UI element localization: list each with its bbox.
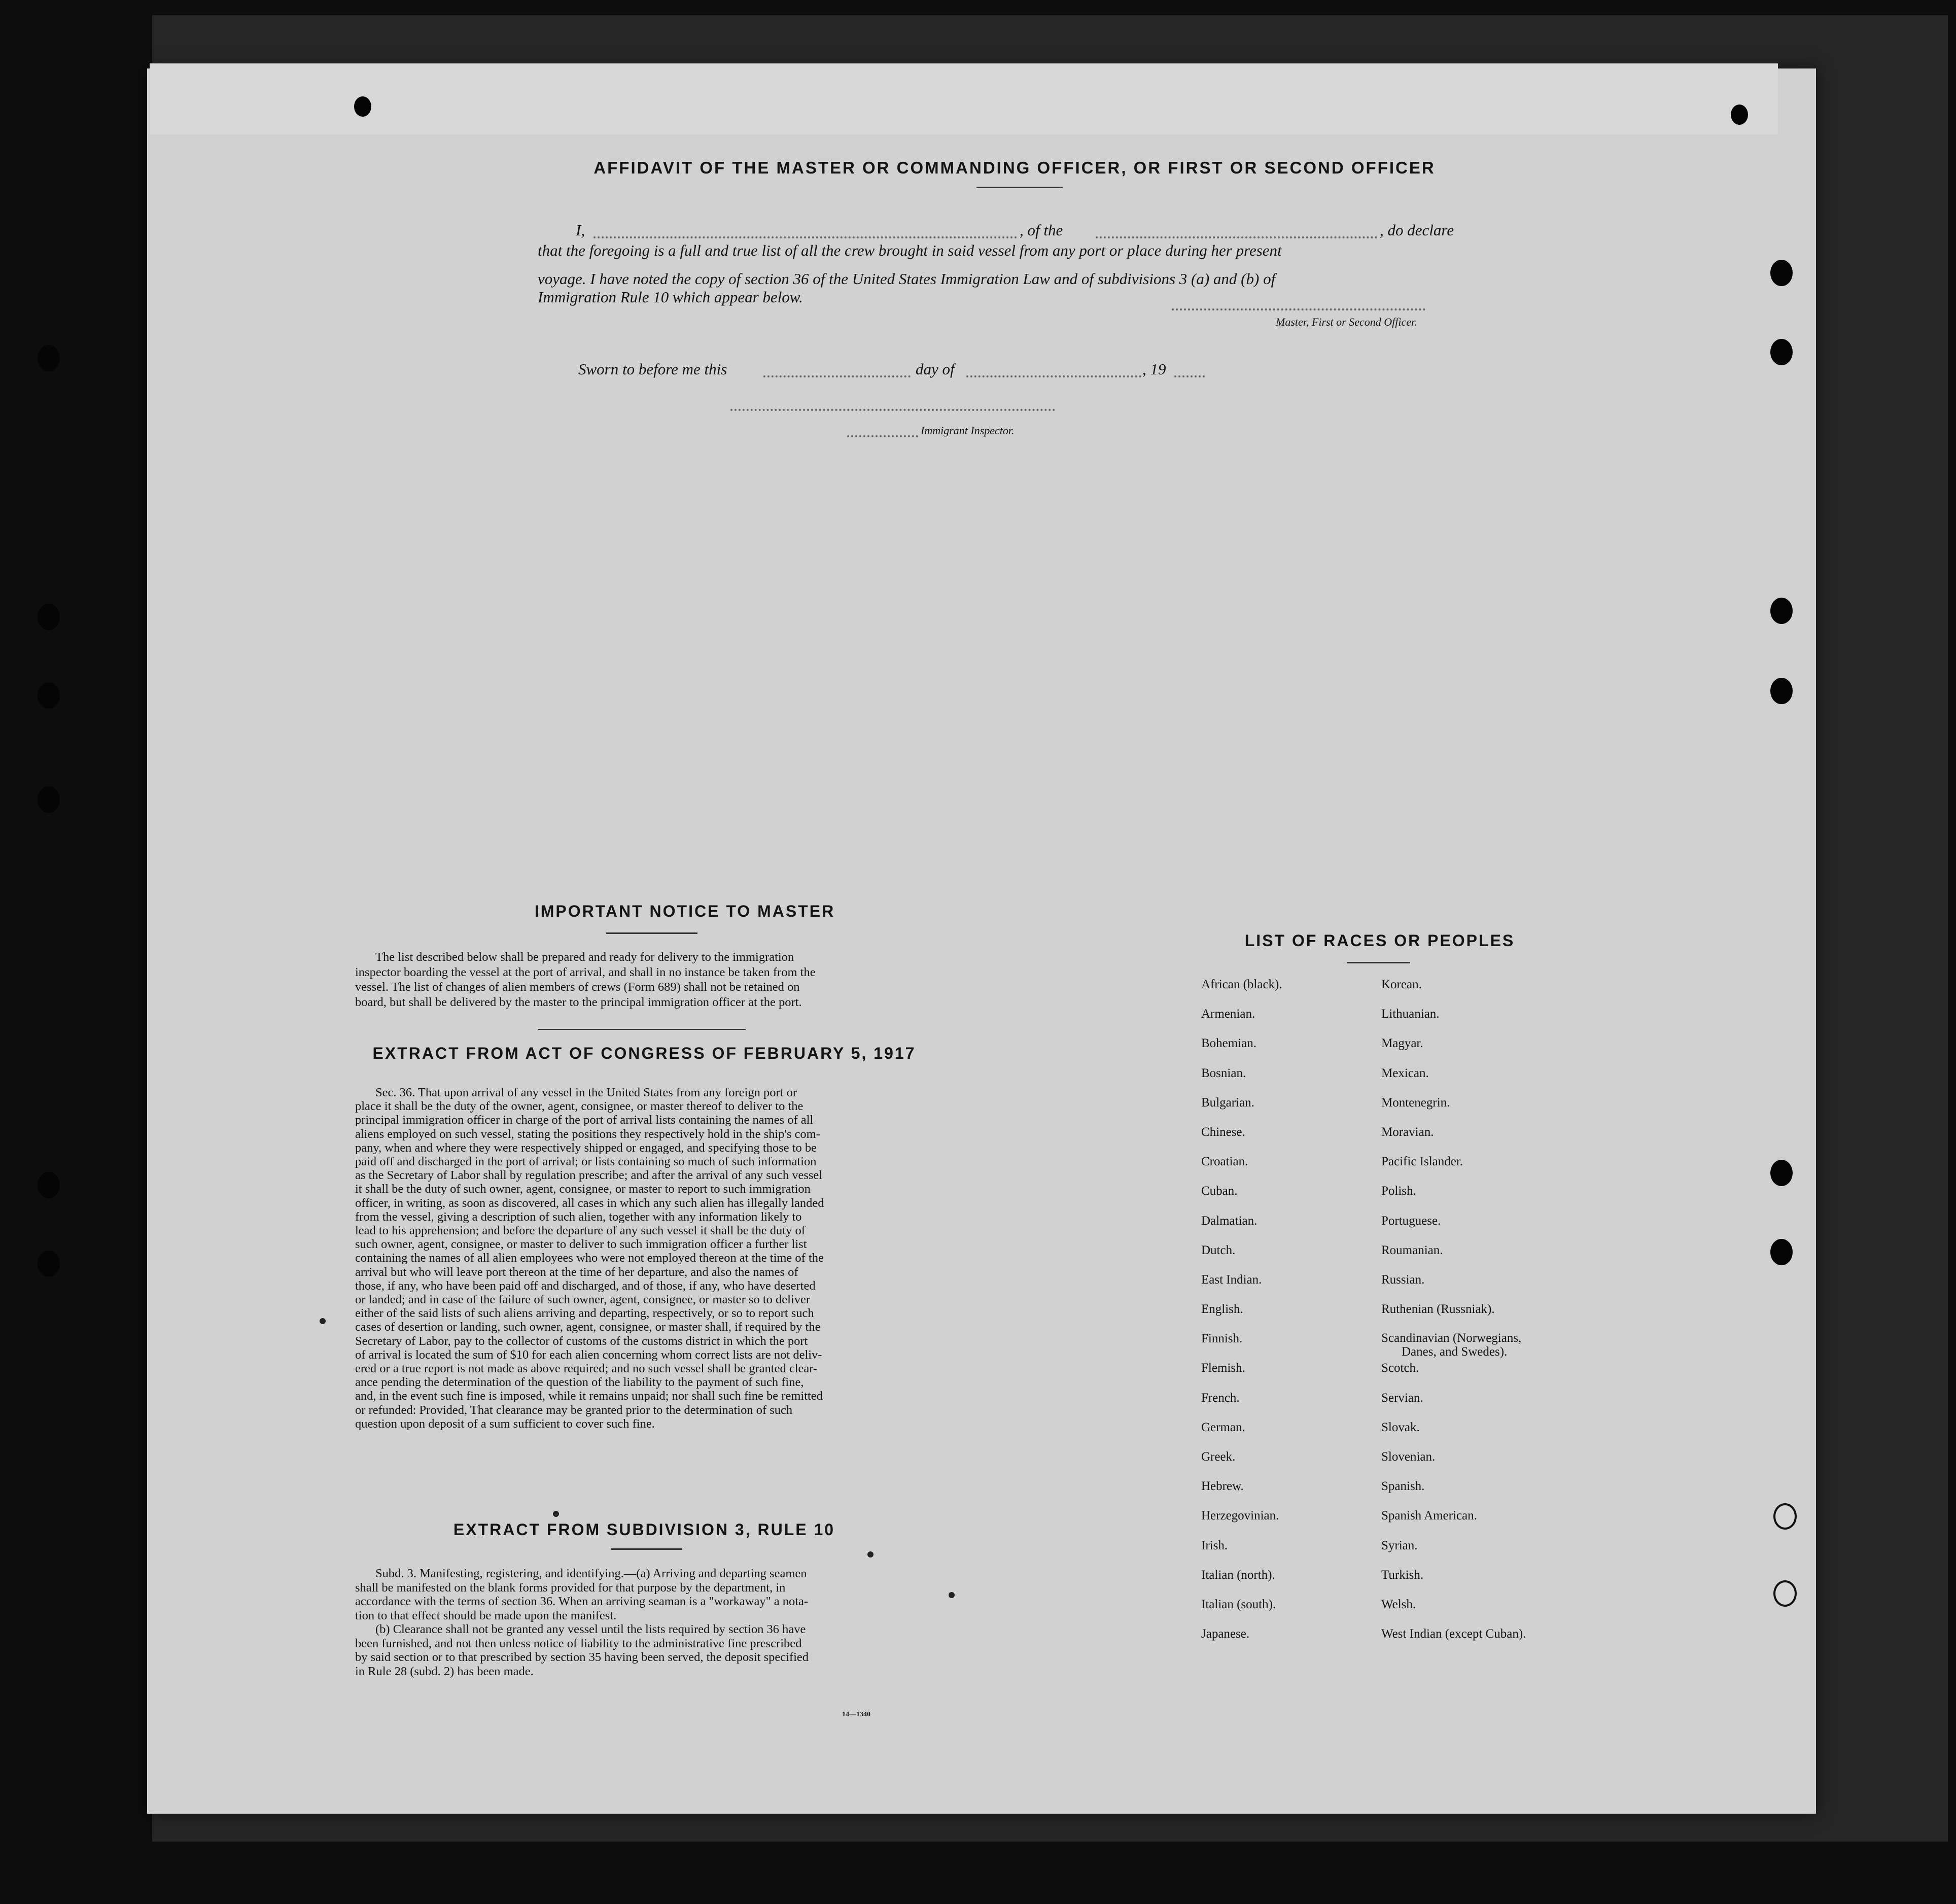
rule-line: tion to that effect should be made upon the manifest. [355, 1608, 617, 1622]
affidavit-declare-label: , do declare [1380, 221, 1454, 239]
act-line: such owner, agent, consignee, or master to deliver to such immigration officer a further list [355, 1237, 807, 1252]
act-line: aliens employed on such vessel, stating the positions they respectively hold in the ship's com- [355, 1127, 820, 1141]
race-item: Lithuanian. [1381, 1007, 1440, 1021]
sworn-day-of: day of [916, 360, 955, 378]
stray-mark [867, 1551, 874, 1557]
notice-line: board, but shall be delivered by the master to the principal immigration officer at the port. [355, 995, 802, 1009]
rule-line: in Rule 28 (subd. 2) has been made. [355, 1664, 534, 1678]
race-item: Russian. [1381, 1272, 1425, 1287]
signature-caption: Master, First or Second Officer. [1276, 316, 1417, 328]
race-item: Scandinavian (Norwegians, [1381, 1331, 1522, 1345]
act-line: place it shall be the duty of the owner, agent, consignee, or master thereof to deliver to the [355, 1099, 804, 1114]
act-line: question upon deposit of a sum sufficient to cover such fine. [355, 1416, 655, 1431]
inspector-signature-blank[interactable] [730, 409, 1055, 411]
punch-hole [38, 682, 60, 709]
race-item: Mexican. [1381, 1066, 1429, 1080]
inspector-caption: Immigrant Inspector. [921, 424, 1015, 437]
race-item: Bohemian. [1201, 1036, 1257, 1051]
act-line: ered or a true report is not made as above required; and no such vessel shall be granted clear- [355, 1362, 818, 1376]
affidavit-line-3: voyage. I have noted the copy of section 36 of the United States Immigration Law and of subdivisions 3 (a) and (b) of [538, 270, 1276, 288]
race-item: Bulgarian. [1201, 1095, 1254, 1110]
race-item: Finnish. [1201, 1332, 1243, 1346]
document-sheet [147, 68, 1816, 1814]
race-item: Moravian. [1381, 1125, 1434, 1139]
act-line: lead to his apprehension; and before the departure of any such vessel it shall be the duty of [355, 1224, 806, 1238]
punch-hole [1770, 598, 1793, 624]
signature-blank[interactable] [1172, 308, 1425, 310]
extract-act-title: EXTRACT FROM ACT OF CONGRESS OF FEBRUARY 5, 1917 [372, 1044, 916, 1062]
act-line: from the vessel, giving a description of such alien, together with any information likely to [355, 1209, 802, 1224]
inspector-blank[interactable] [847, 435, 918, 437]
punch-hole [1770, 339, 1793, 365]
act-line: officer, in writing, as soon as discovered, all cases in which any such alien has illegally landed [355, 1196, 824, 1210]
notice-line: vessel. The list of changes of alien members of crews (Form 689) shall not be retained on [355, 980, 800, 994]
rule-line: accordance with the terms of section 36. When an arriving seaman is a "workaway" a nota- [355, 1595, 809, 1608]
act-line: or landed; and in case of the failure of such owner, agent, consignee, or master so to deliver [355, 1293, 811, 1307]
sworn-day-blank[interactable] [763, 375, 911, 377]
act-line: it shall be the duty of such owner, agent, consignee, or master to report to such immigration [355, 1182, 811, 1196]
notice-line: inspector boarding the vessel at the port of arrival, and shall in no instance be taken from the [355, 965, 816, 979]
race-item: African (black). [1201, 978, 1282, 991]
sworn-year-blank[interactable] [1174, 375, 1205, 377]
race-item: Ruthenian (Russniak). [1381, 1302, 1495, 1317]
act-line: Secretary of Labor, pay to the collector of customs of the customs district in which the port [355, 1334, 808, 1348]
race-item: Portuguese. [1381, 1214, 1441, 1228]
punch-hole [1770, 1239, 1793, 1265]
races-title: LIST OF RACES OR PEOPLES [1244, 931, 1515, 950]
race-item: East Indian. [1201, 1272, 1262, 1287]
race-item: Spanish. [1381, 1479, 1425, 1494]
vessel-blank[interactable] [1096, 236, 1377, 238]
race-item: Slovak. [1381, 1420, 1420, 1434]
races-left-column [1201, 977, 1282, 1656]
race-item: German. [1201, 1420, 1245, 1434]
punch-hole [38, 1172, 60, 1198]
affidavit-line-4: Immigration Rule 10 which appear below. [538, 288, 803, 306]
notice-separator [538, 1029, 746, 1030]
sworn-prefix: Sworn to before me this [578, 360, 727, 378]
notice-title: IMPORTANT NOTICE TO MASTER [534, 902, 835, 920]
race-item: Greek. [1201, 1450, 1236, 1464]
punch-hole-ring [1773, 1580, 1797, 1607]
act-line: Sec. 36. That upon arrival of any vessel in the United States from any foreign port or [375, 1086, 797, 1099]
race-item: Flemish. [1201, 1361, 1245, 1375]
affidavit-title: AFFIDAVIT OF THE MASTER OR COMMANDING OFFICER, OR FIRST OR SECOND OFFICER [593, 158, 1436, 177]
act-line: pany, when and where they were respectively shipped or engaged, and specifying those to be [355, 1140, 817, 1155]
notice-text [355, 950, 933, 1010]
race-item: Welsh. [1381, 1597, 1416, 1611]
affidavit-line-2: that the foregoing is a full and true list of all the crew brought in said vessel from any port or place during her present [538, 241, 1282, 259]
race-item: English. [1201, 1302, 1243, 1317]
stray-mark [553, 1511, 559, 1517]
rule-line: (b) Clearance shall not be granted any vessel until the lists required by section 36 have [375, 1622, 806, 1636]
race-item: Slovenian. [1381, 1450, 1436, 1464]
race-item: Montenegrin. [1381, 1095, 1450, 1110]
race-item: Herzegovinian. [1201, 1509, 1279, 1523]
affidavit-title-rule [976, 187, 1063, 188]
act-line: as the Secretary of Labor shall by regulation prescribe; and after the arrival of any such vessel [355, 1168, 823, 1183]
rule-line: been furnished, and not then unless notice of liability to the administrative fine prescribed [355, 1636, 802, 1650]
race-item: Magyar. [1381, 1036, 1423, 1051]
affidavit-i-label: I, [576, 221, 585, 239]
act-line: ance pending the determination of the question of the liability to the payment of such fine, [355, 1375, 804, 1390]
punch-hole [38, 786, 60, 813]
races-title-rule [1347, 962, 1410, 963]
act-line: containing the names of all alien employees who were not employed thereon at the time of the [355, 1251, 824, 1265]
race-item: Japanese. [1201, 1627, 1250, 1641]
punch-hole-ring [1773, 1503, 1797, 1530]
races-right-column [1381, 977, 1526, 1656]
race-item: Servian. [1381, 1391, 1423, 1405]
race-item-continuation: Danes, and Swedes). [1402, 1345, 1508, 1359]
punch-hole [38, 345, 60, 371]
punch-hole [1770, 260, 1793, 286]
race-item: Italian (north). [1201, 1568, 1275, 1582]
extract-act-text [355, 1086, 933, 1431]
race-item: Spanish American. [1381, 1509, 1477, 1523]
race-item: Roumanian. [1381, 1243, 1443, 1257]
corner-hole [1731, 105, 1748, 125]
punch-hole [38, 1251, 60, 1277]
punch-hole [1770, 1160, 1793, 1186]
extract-rule-text [355, 1567, 933, 1678]
race-item: Dalmatian. [1201, 1214, 1258, 1228]
race-item: Cuban. [1201, 1184, 1238, 1198]
race-item: Bosnian. [1201, 1066, 1246, 1080]
race-item: Hebrew. [1201, 1479, 1244, 1494]
form-number: 14—1340 [842, 1711, 870, 1718]
race-item: Chinese. [1201, 1125, 1245, 1139]
race-item: Pacific Islander. [1381, 1155, 1463, 1169]
race-item: Irish. [1201, 1538, 1228, 1552]
race-item: French. [1201, 1391, 1240, 1405]
race-item: Turkish. [1381, 1568, 1424, 1582]
race-item: Dutch. [1201, 1243, 1236, 1257]
punch-hole [38, 604, 60, 630]
race-item: Italian (south). [1201, 1597, 1276, 1611]
rule-line: shall be manifested on the blank forms provided for that purpose by the department, in [355, 1580, 786, 1595]
race-item: Polish. [1381, 1184, 1416, 1198]
act-line: arrival but who will leave port thereon at the time of her departure, and also the names of [355, 1265, 798, 1279]
notice-line: The list described below shall be prepared and ready for delivery to the immigration [375, 950, 794, 964]
rule-line: by said section or to that prescribed by section 35 having been served, the deposit specified [355, 1650, 809, 1664]
act-line: paid off and discharged in the port of arrival; or lists containing so much of such information [355, 1155, 817, 1169]
name-blank[interactable] [593, 236, 1017, 238]
notice-title-rule [606, 932, 697, 934]
act-line: principal immigration officer in charge of the port of arrival lists containing the names of all [355, 1113, 814, 1127]
act-line: and, in the event such fine is imposed, while it remains unpaid; nor shall such fine be remitted [355, 1389, 823, 1403]
act-line: either of the said lists of such aliens arriving and departing, respectively, or so to report such [355, 1306, 814, 1321]
act-line: cases of desertion or landing, such owner, agent, consignee, or master shall, if required by the [355, 1320, 821, 1334]
act-line: those, if any, who have been paid off and discharged, and of those, if any, who have deserted [355, 1278, 816, 1293]
extract-rule-title-rule [611, 1548, 682, 1550]
punch-hole [1770, 678, 1793, 704]
affidavit-of-the-label: , of the [1020, 221, 1063, 239]
race-item: Armenian. [1201, 1007, 1255, 1021]
act-line: of arrival is located the sum of $10 for each alien concerning whom correct lists are not deliv- [355, 1347, 822, 1362]
sheet-top-strip [150, 63, 1778, 134]
sworn-month-blank[interactable] [966, 375, 1141, 377]
corner-hole [354, 96, 371, 117]
race-item: Syrian. [1381, 1538, 1418, 1552]
race-item: Scotch. [1381, 1361, 1419, 1375]
sworn-year: , 19 [1142, 360, 1166, 378]
race-item-scandinavian [1381, 1331, 1526, 1361]
rule-line: Subd. 3. Manifesting, registering, and identifying.—(a) Arriving and departing seamen [375, 1567, 807, 1580]
extract-rule-title: EXTRACT FROM SUBDIVISION 3, RULE 10 [453, 1520, 835, 1539]
race-item: Croatian. [1201, 1155, 1248, 1169]
act-line: or refunded: Provided, That clearance may be granted prior to the determination of such [355, 1403, 793, 1417]
stray-mark [949, 1592, 955, 1598]
stray-mark [320, 1318, 326, 1324]
race-item: Korean. [1381, 978, 1422, 991]
race-item: West Indian (except Cuban). [1381, 1627, 1526, 1641]
